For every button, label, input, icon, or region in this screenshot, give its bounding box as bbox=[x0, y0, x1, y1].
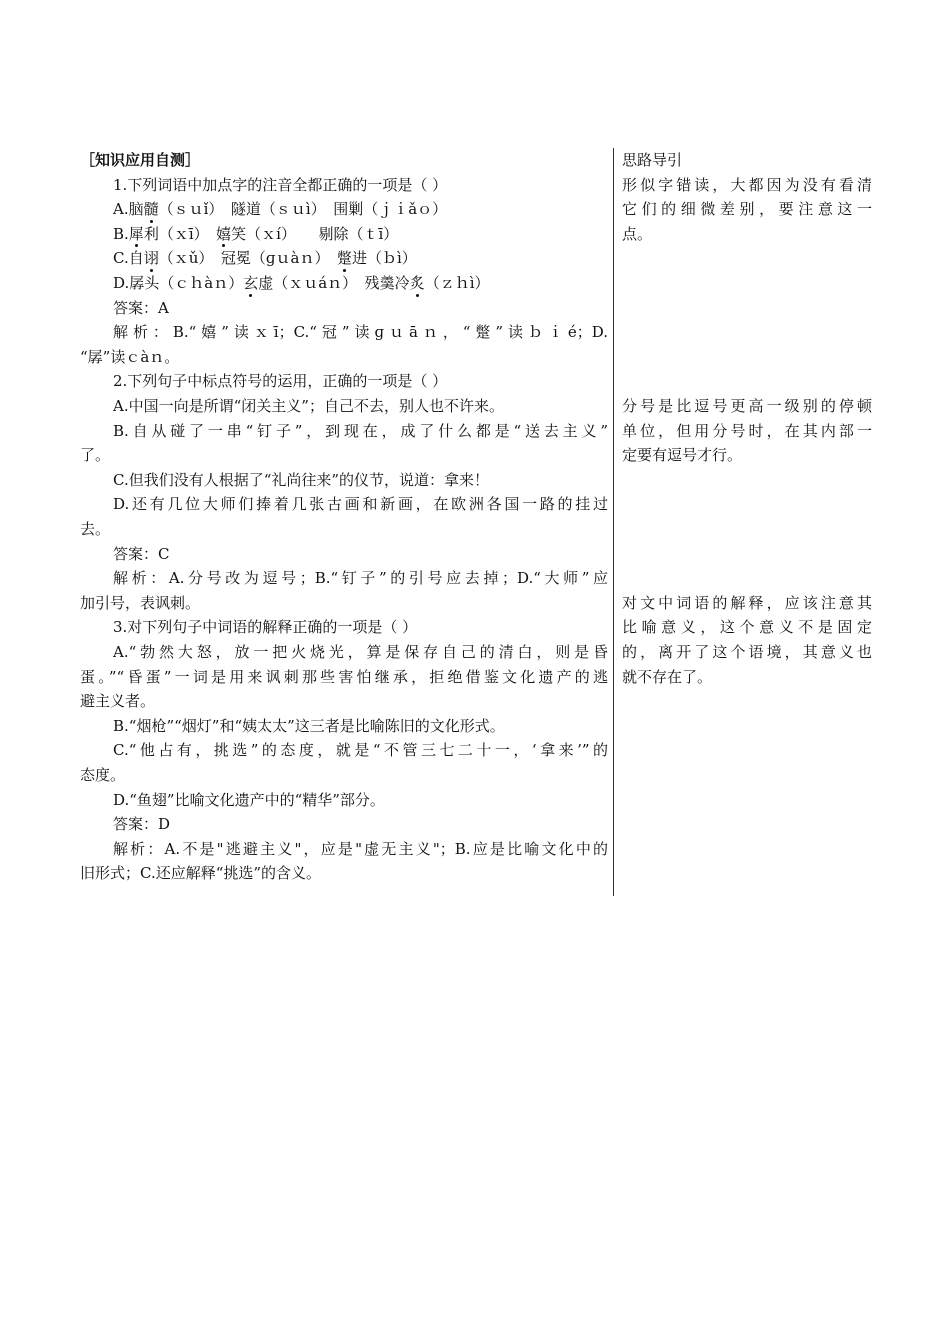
question-2-stem: 2.下列句子中标点符号的运用，正确的一项是（ ） bbox=[113, 372, 448, 391]
question-2-option-a: A.中国一向是所谓“闭关主义”；自己不去，别人也不许来。 bbox=[113, 397, 504, 415]
side-note-3-line: 就不存在了。 bbox=[622, 667, 713, 686]
question-3-answer: 答案：D bbox=[113, 815, 171, 834]
question-1-option-a: A.脑髓（ｓｕǐ） 隧道（ｓｕì） 围剿（ｊｉǎｏ） bbox=[113, 197, 447, 222]
question-3-option-a-end: 避主义者。 bbox=[80, 692, 156, 711]
question-1-analysis: 解析：B.“嬉”读ｘī；C.“冠”读ɡｕāｎ，“蹩”读ｂｉé；D. bbox=[113, 323, 608, 342]
question-2-option-d: D.还有几位大师们捧着几张古画和新画，在欧洲各国一路的挂过 bbox=[113, 495, 608, 514]
question-3-option-a-cont: 蛋。”“昏蛋”一词是用来讽刺那些害怕继承，拒绝借鉴文化遗产的逃 bbox=[80, 667, 608, 686]
question-3-analysis: 解析：A.不是"逃避主义"，应是"虚无主义"；B.应是比喻文化中的 bbox=[113, 839, 608, 858]
question-2-answer: 答案：C bbox=[113, 544, 170, 563]
question-1-option-d: D.孱头（ｃｈàｎ）玄虚（ｘｕáｎ） 残羹冷炙（ｚｈì） bbox=[113, 271, 490, 296]
question-2-option-d-cont: 去。 bbox=[80, 520, 111, 538]
question-2-analysis-cont: 加引号，表讽刺。 bbox=[80, 593, 201, 612]
question-3-analysis-cont: 旧形式；C.还应解释“挑选”的含义。 bbox=[80, 864, 322, 883]
question-1-answer: 答案：A bbox=[113, 298, 169, 317]
side-note-3-line: 比喻意义，这个意义不是固定 bbox=[622, 618, 872, 637]
side-note-1-line: 点。 bbox=[622, 224, 653, 243]
question-1-analysis-cont: “孱”读ｃàｎ。 bbox=[80, 347, 180, 366]
question-2-analysis: 解析：A.分号改为逗号；B.“钉子”的引号应去掉；D.“大师”应 bbox=[113, 569, 608, 588]
side-note-2-line: 分号是比逗号更高一级别的停顿 bbox=[622, 397, 872, 415]
question-3-option-a: A.“勃然大怒，放一把火烧光，算是保存自己的清白，则是昏 bbox=[113, 643, 608, 661]
question-3-option-c: C.“他占有，挑选”的态度，就是“不管三七二十一，‘拿来’”的 bbox=[113, 741, 608, 760]
side-note-3-line: 对文中词语的解释，应该注意其 bbox=[622, 593, 872, 612]
question-3-option-c-cont: 态度。 bbox=[80, 766, 126, 784]
question-3-option-d: D.“鱼翅”比喻文化遗产中的“精华”部分。 bbox=[113, 790, 385, 809]
question-2-option-b: B.自从碰了一串“钉子”，到现在，成了什么都是“送去主义” bbox=[113, 421, 608, 440]
column-divider bbox=[613, 148, 614, 896]
section-heading: ［知识应用自测］ bbox=[80, 151, 201, 169]
exercise-sheet bbox=[80, 148, 880, 896]
question-1-option-c: C.自诩（ｘǔ） 冠冕（ɡｕàｎ） 蹩进（ｂì） bbox=[113, 246, 417, 271]
question-2-option-b-cont: 了。 bbox=[80, 446, 111, 465]
question-2-option-c: C.但我们没有人根据了“礼尚往来”的仪节，说道：拿来！ bbox=[113, 470, 490, 489]
main-column bbox=[80, 148, 608, 896]
side-note-2-line: 定要有逗号才行。 bbox=[622, 446, 743, 465]
question-3-stem: 3.对下列句子中词语的解释正确的一项是（ ） bbox=[113, 618, 418, 637]
side-title: 思路导引 bbox=[622, 151, 683, 169]
side-column bbox=[622, 148, 872, 896]
side-note-1-line: 它们的细微差别，要注意这一 bbox=[622, 200, 872, 219]
side-note-1-line: 形似字错读，大都因为没有看清 bbox=[622, 175, 872, 194]
question-1-stem: 1.下列词语中加点字的注音全都正确的一项是（ ） bbox=[113, 175, 448, 194]
side-note-3-line: 的，离开了这个语境，其意义也 bbox=[622, 643, 872, 661]
question-3-option-b: B.“烟枪”“烟灯”和“姨太太”这三者是比喻陈旧的文化形式。 bbox=[113, 716, 505, 735]
side-note-2-line: 单位，但用分号时，在其内部一 bbox=[622, 421, 872, 440]
question-1-option-b: B.犀利（ｘī） 嬉笑（ｘí） 剔除（ｔī） bbox=[113, 222, 398, 247]
